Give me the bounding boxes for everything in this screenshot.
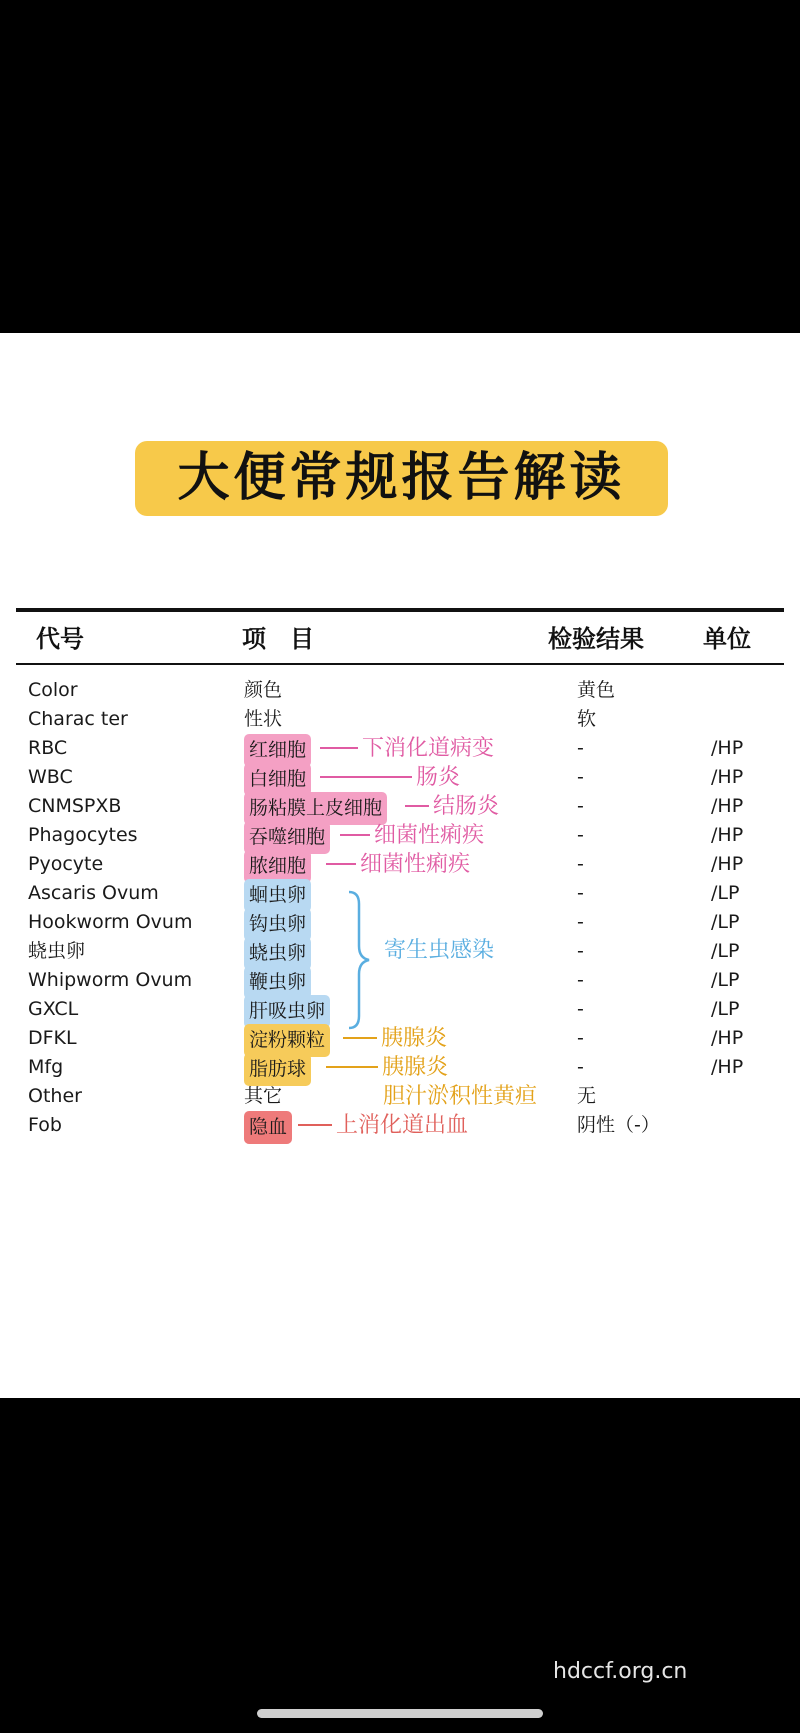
- row-item-chip: 钩虫卵: [244, 908, 311, 941]
- connector-line: [340, 834, 370, 836]
- connector-line: [326, 1066, 378, 1068]
- row-result: -: [577, 853, 584, 875]
- row-code: Whipworm Ovum: [28, 969, 193, 991]
- row-unit: /HP: [711, 1027, 744, 1049]
- row-item-chip: 肝吸虫卵: [244, 995, 330, 1028]
- row-item: 其它: [244, 1085, 283, 1107]
- row-code: Charac ter: [28, 708, 128, 730]
- table-row: [0, 821, 800, 850]
- table-header-rule: [16, 663, 784, 665]
- row-unit: /LP: [711, 882, 740, 904]
- row-code: Color: [28, 679, 78, 701]
- header-code: 代号: [36, 625, 84, 653]
- row-unit: /HP: [711, 1056, 744, 1078]
- table-row: [0, 1082, 800, 1111]
- row-unit: /HP: [711, 795, 744, 817]
- connector-line: [320, 747, 358, 749]
- row-note: [326, 850, 470, 879]
- row-item-chip: 吞噬细胞: [244, 821, 330, 854]
- table-row: [0, 1024, 800, 1053]
- row-unit: /HP: [711, 766, 744, 788]
- row-code: GXCL: [28, 998, 79, 1020]
- page-title: 大便常规报告解读: [135, 441, 668, 516]
- row-item-chip: 脓细胞: [244, 850, 311, 883]
- row-note: [298, 1111, 468, 1140]
- table-row: [0, 850, 800, 879]
- row-note-text: 结肠炎: [433, 794, 500, 819]
- row-result: -: [577, 1027, 584, 1049]
- connector-line: [298, 1124, 332, 1126]
- parasite-note: 寄生虫感染: [384, 938, 495, 963]
- connector-line: [320, 776, 412, 778]
- row-code: Pyocyte: [28, 853, 104, 875]
- row-note: [320, 763, 460, 792]
- header-unit: 单位: [703, 625, 751, 653]
- table-row: [0, 676, 800, 705]
- row-code: WBC: [28, 766, 73, 788]
- row-result: -: [577, 795, 584, 817]
- row-item-chip: 淀粉颗粒: [244, 1024, 330, 1057]
- row-note-text: 胰腺炎: [382, 1055, 449, 1080]
- table-row: [0, 763, 800, 792]
- row-code: Mfg: [28, 1056, 64, 1078]
- watermark: hdccf.org.cn: [553, 1659, 688, 1684]
- row-note: 胆汁淤积性黄疸: [383, 1084, 538, 1109]
- row-code: Ascaris Ovum: [28, 882, 159, 904]
- row-result: 黄色: [577, 679, 616, 701]
- table-row: [0, 705, 800, 734]
- table-row: [0, 966, 800, 995]
- row-result: 无: [577, 1085, 597, 1107]
- row-code: Phagocytes: [28, 824, 138, 846]
- row-code: Hookworm Ovum: [28, 911, 193, 933]
- row-result: 软: [577, 708, 597, 730]
- row-result: -: [577, 1056, 584, 1078]
- row-note-text: 肠炎: [416, 765, 461, 790]
- row-result: -: [577, 882, 584, 904]
- table-top-rule: [16, 608, 784, 612]
- row-code: Fob: [28, 1114, 62, 1136]
- row-code: CNMSPXB: [28, 795, 122, 817]
- table-row: [0, 1053, 800, 1082]
- row-result: -: [577, 737, 584, 759]
- row-unit: /LP: [711, 969, 740, 991]
- row-item: 颜色: [244, 679, 283, 701]
- row-note-text: 下消化道病变: [362, 736, 495, 761]
- row-code: DFKL: [28, 1027, 77, 1049]
- row-result: -: [577, 766, 584, 788]
- table-row: [0, 879, 800, 908]
- row-note: [326, 1053, 448, 1082]
- row-code: RBC: [28, 737, 68, 759]
- row-unit: /HP: [711, 737, 744, 759]
- report-card: [0, 333, 800, 1398]
- row-item-chip: 蛔虫卵: [244, 879, 311, 912]
- row-code: Other: [28, 1085, 82, 1107]
- row-code: 蛲虫卵: [28, 940, 86, 962]
- row-item-chip: 脂肪球: [244, 1053, 311, 1086]
- row-note: [320, 734, 494, 763]
- row-item-chip: 白细胞: [244, 763, 311, 796]
- connector-line: [343, 1037, 377, 1039]
- row-item-chip: 隐血: [244, 1111, 292, 1144]
- row-result: -: [577, 911, 584, 933]
- connector-line: [326, 863, 356, 865]
- row-item-chip: 鞭虫卵: [244, 966, 311, 999]
- row-note-text: 细菌性痢疾: [374, 823, 485, 848]
- curly-brace-icon: [345, 890, 375, 1030]
- row-item-chip: 肠粘膜上皮细胞: [244, 792, 387, 825]
- row-item: 性状: [244, 708, 283, 730]
- row-unit: /HP: [711, 824, 744, 846]
- row-result: -: [577, 998, 584, 1020]
- header-item: 项 目: [242, 625, 314, 653]
- row-result: 阴性（-）: [577, 1114, 660, 1136]
- table-row: [0, 734, 800, 763]
- table-row: [0, 995, 800, 1024]
- table-row: [0, 792, 800, 821]
- header-result: 检验结果: [548, 625, 644, 653]
- row-note-text: 上消化道出血: [336, 1113, 469, 1138]
- row-unit: /LP: [711, 911, 740, 933]
- row-result: -: [577, 824, 584, 846]
- row-note-text: 胰腺炎: [381, 1026, 448, 1051]
- row-unit: /LP: [711, 940, 740, 962]
- connector-line: [405, 805, 429, 807]
- row-note: [340, 821, 484, 850]
- row-item-chip: 蛲虫卵: [244, 937, 311, 970]
- row-result: -: [577, 940, 584, 962]
- home-indicator-bar[interactable]: [257, 1709, 543, 1718]
- table-row: [0, 1111, 800, 1140]
- row-result: -: [577, 969, 584, 991]
- row-item-chip: 红细胞: [244, 734, 311, 767]
- row-note: [405, 792, 499, 821]
- row-unit: /LP: [711, 998, 740, 1020]
- row-note-text: 细菌性痢疾: [360, 852, 471, 877]
- row-unit: /HP: [711, 853, 744, 875]
